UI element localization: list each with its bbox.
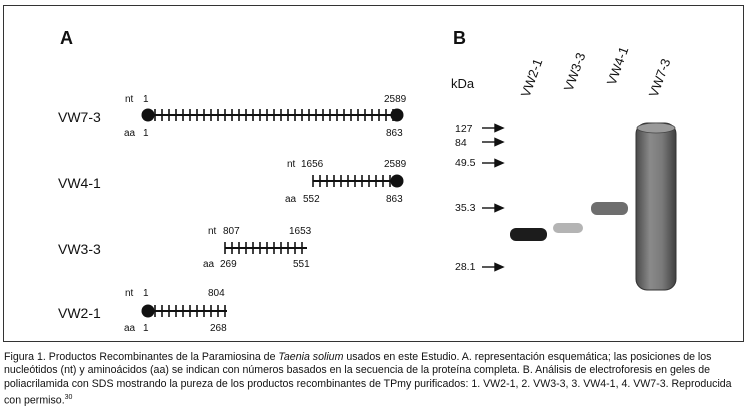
aa-prefix: aa bbox=[285, 194, 297, 205]
aa-end: 268 bbox=[210, 323, 227, 334]
aa-end: 863 bbox=[386, 128, 403, 139]
construct-name: VW7-3 bbox=[58, 109, 101, 125]
construct-vw7-3 bbox=[58, 94, 407, 139]
construct-vw4-1 bbox=[58, 159, 407, 205]
nt-prefix: nt bbox=[125, 288, 134, 299]
nt-prefix: nt bbox=[287, 159, 296, 170]
caption-species: Taenia solium bbox=[278, 351, 344, 363]
construct-name: VW2-1 bbox=[58, 305, 101, 321]
aa-prefix: aa bbox=[203, 259, 215, 270]
marker-label: 84 bbox=[455, 137, 467, 149]
caption-text-1: Figura 1. Productos Recombinantes de la Paramiosina de bbox=[4, 351, 279, 363]
nt-prefix: nt bbox=[125, 94, 134, 105]
nt-end: 2589 bbox=[384, 159, 407, 170]
gel-bands bbox=[510, 123, 676, 290]
marker-label: 127 bbox=[455, 123, 473, 135]
band-lane-4 bbox=[636, 123, 676, 290]
aa-end: 863 bbox=[386, 194, 403, 205]
band-lane-4-top bbox=[637, 123, 675, 133]
aa-start: 269 bbox=[220, 259, 237, 270]
end-dot bbox=[391, 109, 404, 122]
construct-diagram bbox=[58, 94, 407, 334]
start-dot bbox=[142, 305, 155, 318]
construct-name: VW4-1 bbox=[58, 175, 101, 191]
band-lane-1 bbox=[510, 228, 547, 241]
construct-vw2-1 bbox=[58, 288, 227, 334]
marker-arrowhead bbox=[495, 264, 503, 271]
nt-end: 1653 bbox=[289, 226, 312, 237]
aa-prefix: aa bbox=[124, 128, 136, 139]
marker-arrowhead bbox=[495, 160, 503, 167]
aa-end: 551 bbox=[293, 259, 310, 270]
caption-reference: 30 bbox=[64, 394, 73, 402]
end-dot bbox=[391, 175, 404, 188]
construct-name: VW3-3 bbox=[58, 241, 101, 257]
aa-start: 1 bbox=[143, 323, 149, 334]
lane-label-3: VW4-1 bbox=[603, 44, 632, 88]
nt-end: 804 bbox=[208, 288, 225, 299]
figure-panel bbox=[3, 5, 744, 342]
marker-label: 35.3 bbox=[455, 202, 476, 214]
construct-vw3-3 bbox=[58, 226, 312, 270]
nt-start: 1656 bbox=[301, 159, 324, 170]
mw-markers bbox=[455, 123, 503, 273]
band-lane-3 bbox=[591, 202, 628, 215]
figure-svg bbox=[4, 6, 745, 343]
nt-start: 1 bbox=[143, 94, 149, 105]
marker-label: 28.1 bbox=[455, 261, 476, 273]
marker-label: 49.5 bbox=[455, 157, 476, 169]
panel-b-label: B bbox=[453, 28, 466, 48]
band-lane-2 bbox=[553, 223, 583, 233]
panel-a-label: A bbox=[60, 28, 73, 48]
lane-label-1: VW2-1 bbox=[517, 56, 546, 100]
marker-arrowhead bbox=[495, 139, 503, 146]
aa-start: 1 bbox=[143, 128, 149, 139]
figure-caption bbox=[4, 351, 744, 408]
caption-text-2: usados en este Estudio. A. representación esquemática; las posiciones de los nucleótidos (nt) y aminoácidos (aa) se indican con números basados en la secuencia de la proteína completa. B. Análisis de electroforesis en geles de poliacrilamida con SDS mostrando la pureza de los productos recombinantes de TPmy purificados: 1. VW2-1, 2. VW3-3, 3. VW4-1, 4. VW7-3. Reproducida con permiso. bbox=[4, 351, 732, 407]
marker-arrowhead bbox=[495, 125, 503, 132]
aa-prefix: aa bbox=[124, 323, 136, 334]
lane-label-4: VW7-3 bbox=[645, 56, 674, 100]
nt-prefix: nt bbox=[208, 226, 217, 237]
kda-label: kDa bbox=[451, 76, 475, 91]
marker-arrowhead bbox=[495, 205, 503, 212]
nt-end: 2589 bbox=[384, 94, 407, 105]
aa-start: 552 bbox=[303, 194, 320, 205]
nt-start: 1 bbox=[143, 288, 149, 299]
nt-start: 807 bbox=[223, 226, 240, 237]
lane-label-2: VW3-3 bbox=[560, 50, 589, 94]
start-dot bbox=[142, 109, 155, 122]
